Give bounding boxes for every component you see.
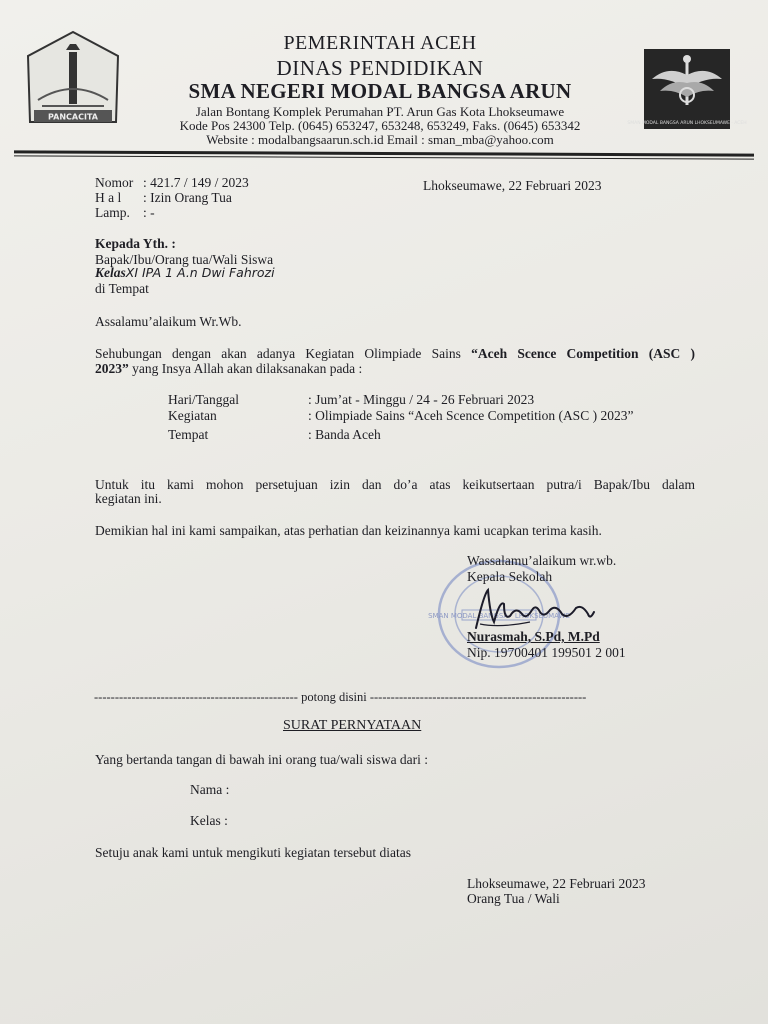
school-emblem (627, 45, 747, 135)
school-emblem-text: SMAN MODAL BANGSA ARUN LHOKSEUMAWE · ACEH (627, 121, 747, 126)
paragraph-1-tail: yang Insya Allah akan dilaksanakan pada : (132, 361, 363, 376)
detail-value-activity: : Olimpiade Sains “Aceh Scence Competition (ASC ) 2023” (308, 408, 634, 423)
cut-line-label: potong disini (301, 690, 367, 704)
lamp-value: : - (143, 205, 155, 220)
statement-signer: Orang Tua / Wali (467, 891, 560, 906)
recipient-place: di Tempat (95, 281, 149, 296)
stamp-text: SMAN MODAL BANGSA · LHOKSEUMAWE (428, 612, 570, 620)
header-address: Jalan Bontang Komplek Perumahan PT. Arun Gas Kota Lhokseumawe (195, 104, 565, 119)
detail-value-place: : Banda Aceh (308, 427, 381, 442)
handwritten-student-name: XI IPA 1 A.n Dwi Fahrozi (125, 265, 275, 280)
statement-name-label: Nama : (190, 782, 230, 797)
recipient-parents: Bapak/Ibu/Orang tua/Wali Siswa (95, 252, 274, 267)
hal-label: H a l (95, 190, 122, 205)
detail-label-date: Hari/Tanggal (168, 392, 240, 407)
statement-intro: Yang bertanda tangan di bawah ini orang tua/wali siswa dari : (95, 752, 429, 767)
paragraph-1-line-1 (95, 346, 695, 362)
cut-line-dashes-left: ------------------------------------------------- (94, 690, 298, 704)
header-contact: Kode Pos 24300 Telp. (0645) 653247, 653248, 653249, Faks. (0645) 653342 (179, 118, 581, 133)
paragraph-2-line-2: kegiatan ini. (95, 491, 162, 506)
cut-line-dashes-right: ---------------------------------------------------- (369, 690, 587, 704)
greeting: Assalamu’alaikum Wr.Wb. (95, 314, 242, 329)
statement-date: Lhokseumawe, 22 Februari 2023 (467, 876, 646, 891)
statement-agreement: Setuju anak kami untuk mengikuti kegiatan tersebut diatas (95, 845, 412, 860)
pancacita-logo (24, 30, 122, 126)
hal-value: : Izin Orang Tua (143, 190, 232, 205)
pancacita-logo-text: PANCACITA (48, 112, 98, 122)
letter-date: Lhokseumawe, 22 Februari 2023 (423, 178, 602, 193)
nomor-value: : 421.7 / 149 / 2023 (143, 175, 249, 190)
closing-salutation: Wassalamu’alaikum wr.wb. (467, 553, 617, 568)
paragraph-2-line-1: Untuk itu kami mohon persetujuan izin dan do’a atas keikutsertaan putra/i Bapak/Ibu dalam (95, 477, 695, 492)
header-website: Website : modalbangsaarun.sch.id Email : sman_mba@yahoo.com (206, 132, 554, 147)
detail-value-date: : Jum’at - Minggu / 24 - 26 Februari 2023 (308, 392, 535, 407)
cut-line (94, 690, 646, 705)
header-school-name: SMA NEGERI MODAL BANGSA ARUN (188, 79, 572, 103)
statement-title: SURAT PERNYATAAN (283, 718, 422, 733)
statement-class-label: Kelas : (190, 813, 228, 828)
nomor-label: Nomor (95, 175, 134, 190)
event-name-bold: “Aceh Scence Competition (ASC ) (471, 346, 696, 361)
recipient-class-label: Kelas (95, 265, 126, 280)
signatory-name: Nurasmah, S.Pd, M.Pd (467, 629, 600, 644)
paragraph-1-line-2 (95, 361, 362, 377)
header-department: DINAS PENDIDIKAN (276, 56, 484, 80)
paragraph-3: Demikian hal ini kami sampaikan, atas perhatian dan keizinannya kami ucapkan terima kasih. (95, 523, 602, 538)
lamp-label: Lamp. (95, 205, 130, 220)
event-year-bold: 2023” (95, 361, 129, 376)
recipient-class-line (95, 264, 275, 282)
header-government: PEMERINTAH ACEH (283, 32, 477, 54)
recipient-heading: Kepada Yth. : (95, 236, 176, 251)
signatory-title: Kepala Sekolah (467, 569, 553, 584)
headmaster-signature (470, 584, 600, 634)
signatory-nip: Nip. 19700401 199501 2 001 (467, 645, 626, 660)
detail-label-place: Tempat (168, 427, 209, 442)
paragraph-1-text: Sehubungan dengan akan adanya Kegiatan Olimpiade Sains (95, 346, 461, 361)
detail-label-activity: Kegiatan (168, 408, 217, 423)
